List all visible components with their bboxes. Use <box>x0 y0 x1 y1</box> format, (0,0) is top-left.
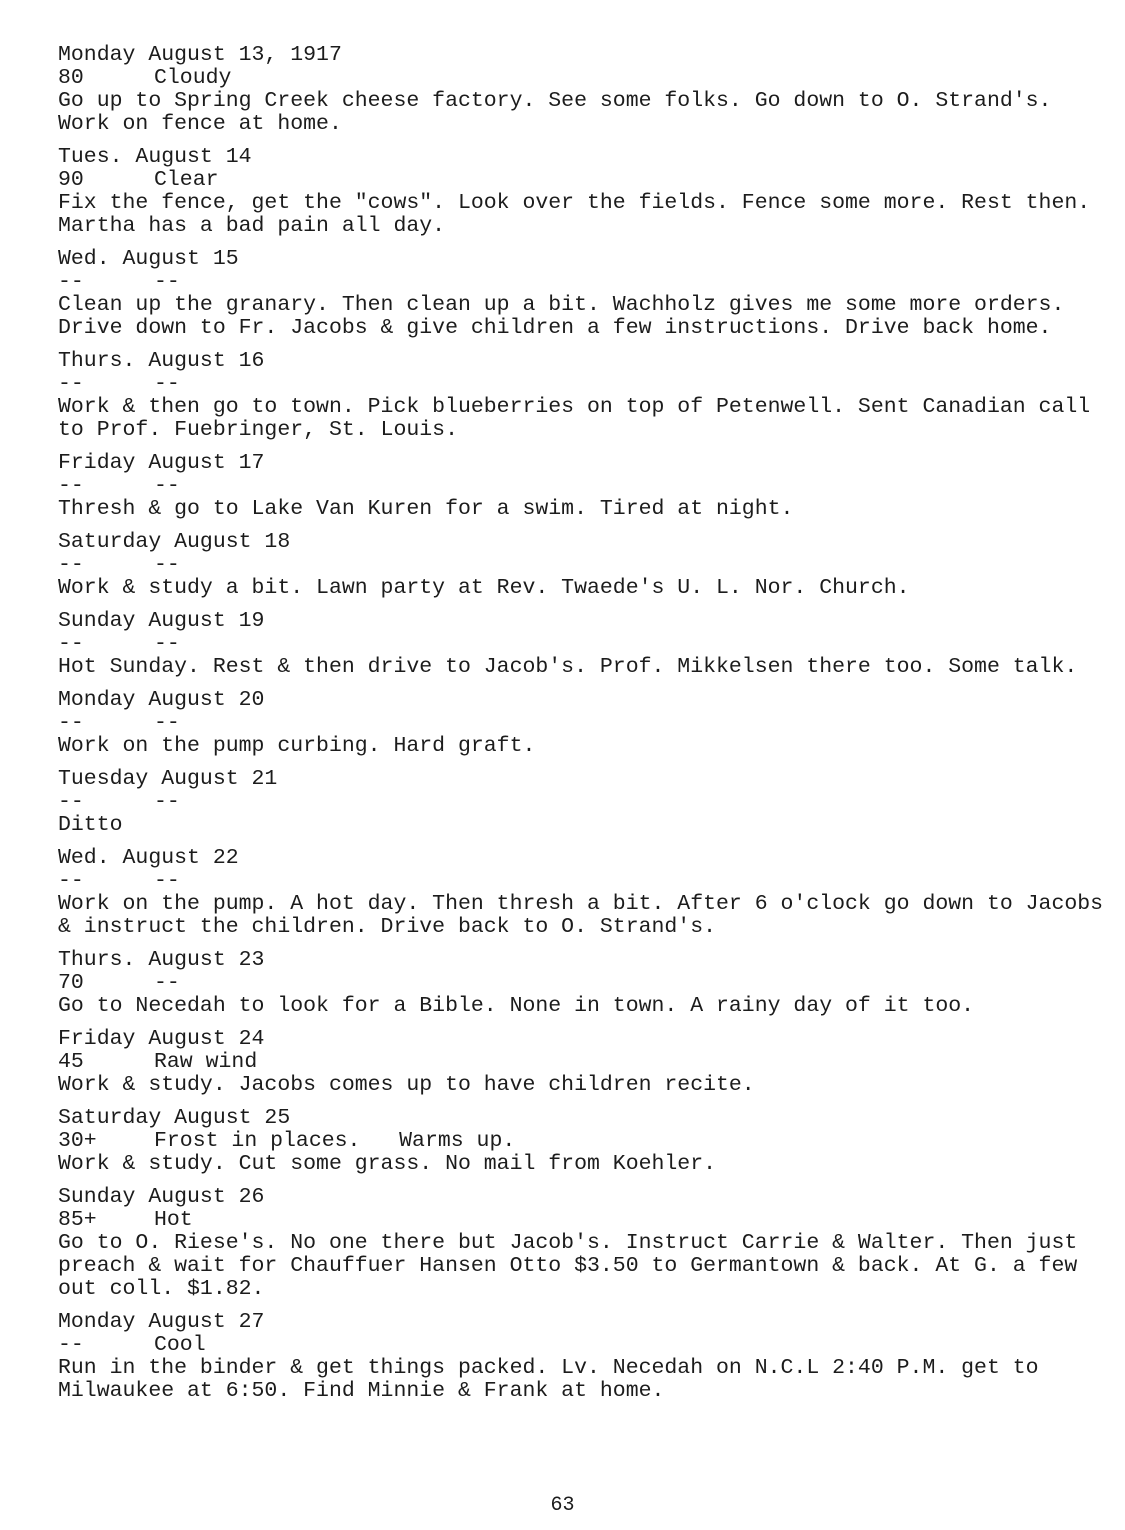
entry-meta <box>58 475 1118 498</box>
diary-entry <box>58 146 1118 238</box>
entry-text: Work & study. Jacobs comes up to have children recite. <box>58 1073 755 1097</box>
diary-entry <box>58 350 1118 442</box>
entry-meta <box>58 633 1118 656</box>
entry-temperature: -- <box>58 790 84 814</box>
entry-weather: Clear <box>154 168 219 192</box>
diary-entry <box>58 610 1118 679</box>
entry-temperature: 45 <box>58 1050 84 1074</box>
entry-meta <box>58 1209 1118 1232</box>
diary-entry <box>58 1186 1118 1301</box>
entry-weather: Hot <box>154 1208 193 1232</box>
entry-meta <box>58 1051 1118 1074</box>
entry-text: Clean up the granary. Then clean up a bit. Wachholz gives me some more orders. Drive down to Fr. Jacobs & give children a few instructions. Drive back home. <box>58 293 1065 340</box>
diary-entry <box>58 689 1118 758</box>
entry-date: Monday August 13, 1917 <box>58 43 342 67</box>
entry-text: Work & study a bit. Lawn party at Rev. Twaede's U. L. Nor. Church. <box>58 576 910 600</box>
entry-text: Work on the pump. A hot day. Then thresh a bit. After 6 o'clock go down to Jacobs & instruct the children. Drive back to O. Strand's. <box>58 892 1104 939</box>
entry-temperature: 90 <box>58 168 84 192</box>
entry-temperature: 70 <box>58 971 84 995</box>
entry-date: Friday August 17 <box>58 451 265 475</box>
entry-temperature: 80 <box>58 66 84 90</box>
entry-date: Saturday August 25 <box>58 1106 291 1130</box>
entry-temperature: -- <box>58 869 84 893</box>
entry-temperature: -- <box>58 270 84 294</box>
entry-weather: -- <box>154 971 180 995</box>
entry-meta <box>58 1334 1118 1357</box>
diary-entry <box>58 949 1118 1018</box>
entry-temperature: 85+ <box>58 1208 97 1232</box>
entry-weather: Raw wind <box>154 1050 258 1074</box>
entry-meta <box>58 791 1118 814</box>
diary-entry <box>58 44 1118 136</box>
entry-date: Tues. August 14 <box>58 145 252 169</box>
entry-weather: -- <box>154 270 180 294</box>
diary-entry <box>58 248 1118 340</box>
entry-weather: -- <box>154 711 180 735</box>
entry-text: Work & study. Cut some grass. No mail from Koehler. <box>58 1152 717 1176</box>
entry-text: Go to O. Riese's. No one there but Jacob's. Instruct Carrie & Walter. Then just preach & wait for Chauffuer Hansen Otto $3.50 to Germantown & back. At G. a few out coll. $1.82. <box>58 1231 1078 1301</box>
entry-text: Run in the binder & get things packed. Lv. Necedah on N.C.L 2:40 P.M. get to Milwaukee at 6:50. Find Minnie & Frank at home. <box>58 1356 1039 1403</box>
entry-meta <box>58 1130 1118 1153</box>
entry-text: Ditto <box>58 813 123 837</box>
entry-date: Sunday August 26 <box>58 1185 265 1209</box>
diary-page <box>58 44 1118 1413</box>
entry-text: Thresh & go to Lake Van Kuren for a swim. Tired at night. <box>58 497 794 521</box>
entry-meta <box>58 712 1118 735</box>
diary-entry <box>58 768 1118 837</box>
diary-entry <box>58 1311 1118 1403</box>
entry-date: Thurs. August 16 <box>58 349 265 373</box>
entry-weather: -- <box>154 869 180 893</box>
diary-entry <box>58 1028 1118 1097</box>
entry-weather: Cool <box>154 1333 206 1357</box>
entry-date: Wed. August 15 <box>58 247 239 271</box>
entry-temperature: -- <box>58 632 84 656</box>
diary-entry <box>58 531 1118 600</box>
entry-meta <box>58 554 1118 577</box>
entry-text: Hot Sunday. Rest & then drive to Jacob's. Prof. Mikkelsen there too. Some talk. <box>58 655 1078 679</box>
entry-text: Work on the pump curbing. Hard graft. <box>58 734 536 758</box>
entry-meta <box>58 373 1118 396</box>
entry-date: Saturday August 18 <box>58 530 291 554</box>
entry-meta <box>58 169 1118 192</box>
entry-temperature: -- <box>58 553 84 577</box>
entry-temperature: -- <box>58 1333 84 1357</box>
entry-meta <box>58 271 1118 294</box>
entry-weather: -- <box>154 632 180 656</box>
entry-weather: -- <box>154 790 180 814</box>
entry-weather: -- <box>154 474 180 498</box>
entry-temperature: -- <box>58 711 84 735</box>
diary-entry <box>58 1107 1118 1176</box>
entry-date: Tuesday August 21 <box>58 767 278 791</box>
entry-date: Sunday August 19 <box>58 609 265 633</box>
entry-date: Monday August 20 <box>58 688 265 712</box>
entry-meta <box>58 67 1118 90</box>
entry-weather: -- <box>154 372 180 396</box>
entry-weather: -- <box>154 553 180 577</box>
entry-text: Fix the fence, get the "cows". Look over the fields. Fence some more. Rest then. Martha has a bad pain all day. <box>58 191 1091 238</box>
entry-meta <box>58 972 1118 995</box>
entry-temperature: -- <box>58 372 84 396</box>
entry-date: Wed. August 22 <box>58 846 239 870</box>
entry-date: Friday August 24 <box>58 1027 265 1051</box>
entry-temperature: -- <box>58 474 84 498</box>
entry-temperature: 30+ <box>58 1129 97 1153</box>
entry-weather: Frost in places. Warms up. <box>154 1129 516 1153</box>
entry-meta <box>58 870 1118 893</box>
diary-entry <box>58 452 1118 521</box>
entry-text: Work & then go to town. Pick blueberries on top of Petenwell. Sent Canadian call to Prof. Fuebringer, St. Louis. <box>58 395 1091 442</box>
diary-entry <box>58 847 1118 939</box>
entry-text: Go up to Spring Creek cheese factory. See some folks. Go down to O. Strand's. Work on fence at home. <box>58 89 1052 136</box>
page-number: 63 <box>550 1494 575 1517</box>
entry-date: Monday August 27 <box>58 1310 265 1334</box>
entry-date: Thurs. August 23 <box>58 948 265 972</box>
entry-text: Go to Necedah to look for a Bible. None in town. A rainy day of it too. <box>58 994 975 1018</box>
entry-weather: Cloudy <box>154 66 232 90</box>
